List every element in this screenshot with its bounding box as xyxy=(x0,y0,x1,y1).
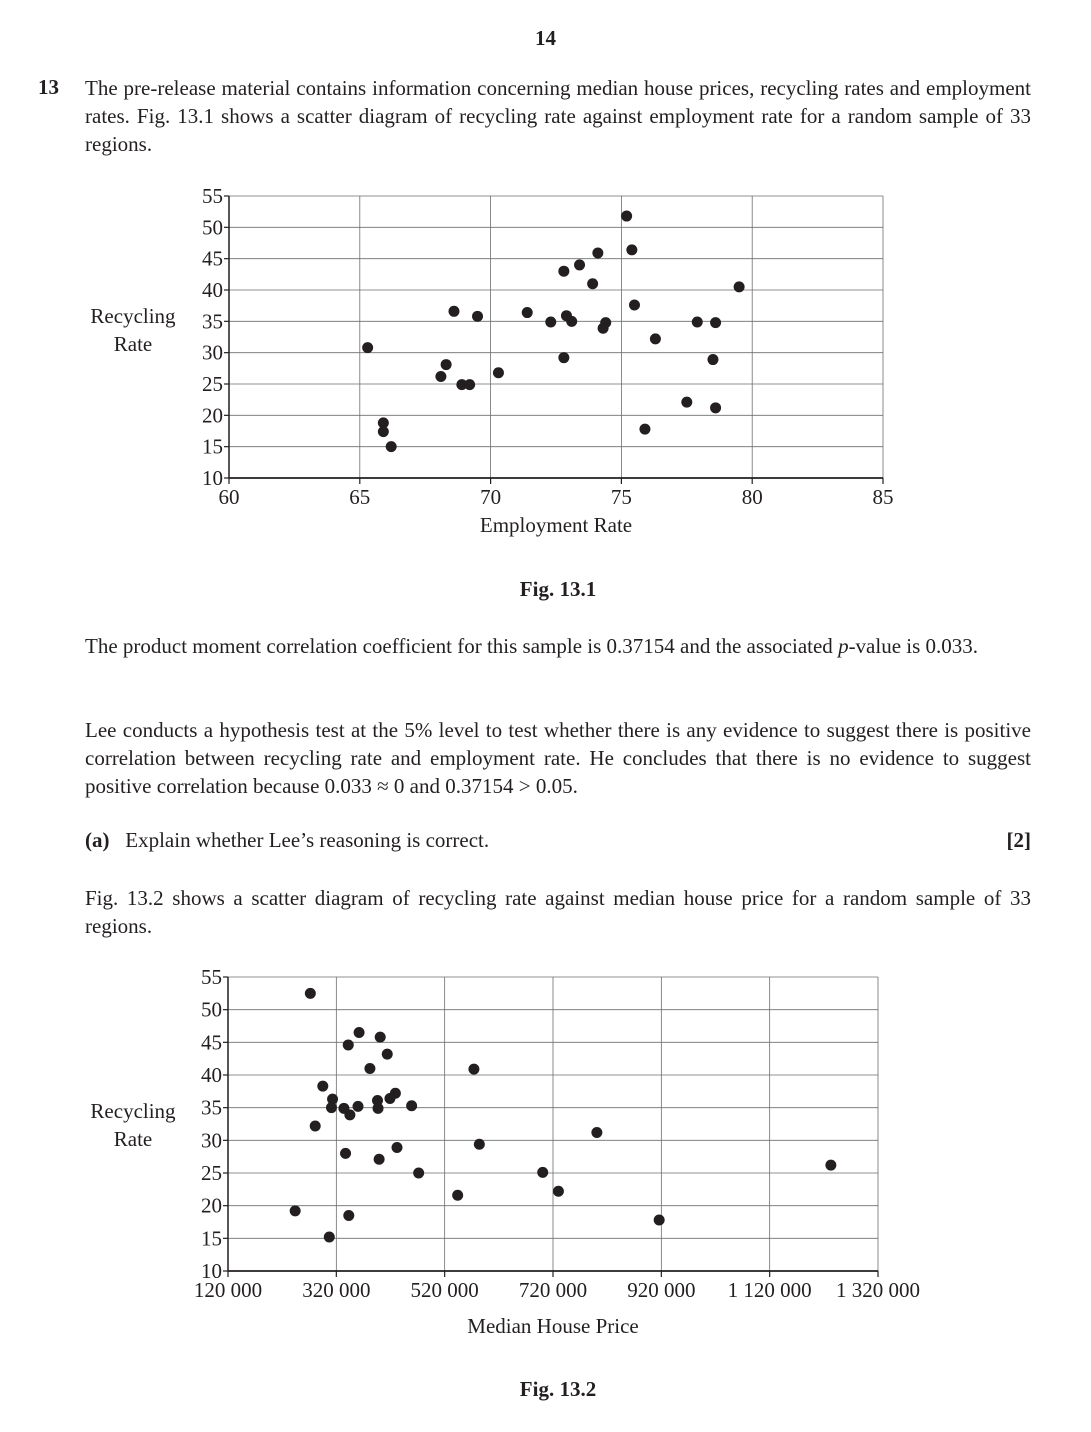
fig2-data-point xyxy=(654,1215,665,1226)
fig2-data-point xyxy=(340,1148,351,1159)
fig1-y-tick-label: 45 xyxy=(202,246,223,271)
fig2-data-point xyxy=(392,1142,403,1153)
fig2-data-point xyxy=(353,1101,364,1112)
fig2-y-tick-label: 55 xyxy=(201,965,222,989)
fig1-x-tick-label: 60 xyxy=(218,485,240,509)
fig2-data-point xyxy=(474,1139,485,1150)
pmcc-p-italic: p xyxy=(838,634,849,658)
fig1-y-tick-label: 25 xyxy=(202,372,223,396)
question-intro: The pre-release material contains information concerning median house prices, recycling rates and employment rates. Fig. 13.1 shows a scatter diagram of recycling rate against employment rate for a random sample of 33 regions. xyxy=(85,76,1031,156)
fig2-y-tick-label: 15 xyxy=(201,1226,222,1251)
fig1-y-tick-label: 10 xyxy=(202,466,223,490)
fig2-y-tick-label: 10 xyxy=(201,1259,222,1283)
fig2-x-tick-label: 1 320 000 xyxy=(836,1278,920,1302)
fig2-data-point xyxy=(553,1186,564,1197)
pmcc-text-after: -value is 0.033. xyxy=(848,634,979,658)
fig2-y-tick-label: 25 xyxy=(201,1161,222,1185)
fig1-y-axis-label: Rate xyxy=(113,332,153,356)
fig2-data-point xyxy=(343,1039,354,1050)
fig2-data-point xyxy=(390,1088,401,1099)
fig2-data-point xyxy=(413,1168,424,1179)
fig2-data-point xyxy=(374,1154,385,1165)
fig1-x-tick-label: 80 xyxy=(741,485,763,509)
fig2-data-point xyxy=(317,1081,328,1092)
fig2-data-point xyxy=(382,1049,393,1060)
question-number: 13 xyxy=(38,75,59,99)
fig1-x-tick-label: 65 xyxy=(349,485,371,509)
fig2-x-tick-label: 120 000 xyxy=(193,1278,263,1302)
fig1-y-tick-label: 35 xyxy=(202,309,223,334)
fig2-data-point xyxy=(537,1167,548,1178)
fig2-y-tick-label: 30 xyxy=(201,1128,222,1153)
fig-13-2-caption: Fig. 13.2 xyxy=(519,1377,597,1401)
fig1-y-tick-label: 15 xyxy=(202,434,223,459)
fig-13-1-caption: Fig. 13.1 xyxy=(519,577,597,601)
fig2-y-tick-label: 35 xyxy=(201,1095,222,1120)
fig2-data-point xyxy=(825,1160,836,1171)
fig2-data-point xyxy=(324,1232,335,1243)
fig1-y-tick-label: 50 xyxy=(202,215,223,240)
fig2-data-point xyxy=(406,1100,417,1111)
fig2-data-point xyxy=(354,1027,365,1038)
fig2-y-axis-label: Rate xyxy=(113,1127,153,1151)
page-number: 14 xyxy=(535,26,556,50)
fig2-x-axis-label: Median House Price xyxy=(467,1314,639,1338)
fig1-y-tick-label: 55 xyxy=(202,184,223,208)
fig2-x-tick-label: 520 000 xyxy=(410,1278,479,1302)
part-a-marks: [2] xyxy=(1006,828,1031,852)
fig2-intro: Fig. 13.2 shows a scatter diagram of recycling rate against median house price for a random sample of 33 regions. xyxy=(85,886,1031,938)
fig1-y-axis-label: Recycling xyxy=(90,304,176,328)
fig1-x-tick-label: 70 xyxy=(480,485,502,509)
fig2-x-tick-label: 1 120 000 xyxy=(727,1278,812,1302)
fig2-data-point xyxy=(305,988,316,999)
pmcc-text-before: The product moment correlation coefficient for this sample is 0.37154 and the associated xyxy=(85,634,839,658)
fig2-y-tick-label: 40 xyxy=(201,1063,222,1087)
fig1-y-tick-label: 40 xyxy=(202,278,223,302)
fig2-x-tick-label: 720 000 xyxy=(518,1278,588,1302)
fig2-data-point xyxy=(343,1210,354,1221)
fig2-data-point xyxy=(373,1103,384,1114)
lee-paragraph: Lee conducts a hypothesis test at the 5% level to test whether there is any evidence to suggest there is positive correlation between recycling rate and employment rate. He concludes that there is no evidence to suggest positive correlation because 0.033 ≈ 0 and 0.37154 > 0.05. xyxy=(85,718,1031,798)
fig2-data-point xyxy=(310,1120,321,1131)
part-a-label: (a) xyxy=(85,828,110,852)
fig1-y-tick-label: 20 xyxy=(202,403,223,428)
fig2-data-point xyxy=(375,1032,386,1043)
fig1-x-tick-label: 75 xyxy=(610,485,632,509)
fig2-y-axis-label: Recycling xyxy=(90,1099,176,1123)
fig2-data-point xyxy=(591,1127,602,1138)
fig2-data-point xyxy=(344,1109,355,1120)
fig2-y-tick-label: 45 xyxy=(201,1030,222,1055)
fig1-y-tick-label: 30 xyxy=(202,340,223,365)
fig2-data-point xyxy=(468,1064,479,1075)
fig2-data-point xyxy=(364,1063,375,1074)
fig1-x-axis-label: Employment Rate xyxy=(479,513,633,537)
fig2-x-tick-label: 320 000 xyxy=(302,1278,371,1302)
fig2-data-point xyxy=(290,1205,301,1216)
fig1-x-tick-label: 85 xyxy=(872,485,894,509)
fig2-y-tick-label: 20 xyxy=(201,1193,222,1218)
part-a-text: Explain whether Lee’s reasoning is correct. xyxy=(125,828,490,852)
fig2-data-point xyxy=(452,1190,463,1201)
fig2-y-tick-label: 50 xyxy=(201,997,222,1022)
fig2-x-tick-label: 920 000 xyxy=(627,1278,696,1302)
fig2-data-point xyxy=(327,1094,338,1105)
